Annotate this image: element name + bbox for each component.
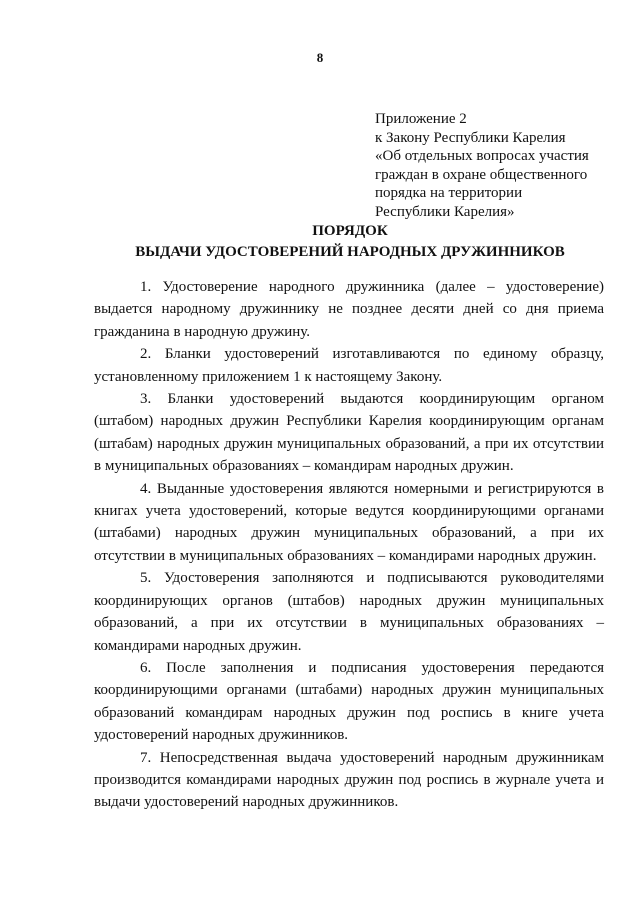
appendix-line: «Об отдельных вопросах участия (375, 148, 589, 164)
paragraph-7: 7. Непосредственная выдача удостоверений народным дружинникам производится командирами народных дружин под роспись в журнале учета и выдачи удостоверений народных дружинников. (94, 749, 604, 811)
appendix-line: порядка на территории (375, 185, 523, 201)
paragraph-2: 2. Бланки удостоверений изготавливаются по единому образцу, установленному приложением 1 к настоящему Закону. (94, 346, 604, 385)
paragraph-6: 6. После заполнения и подписания удостоверения передаются координирующими органами (штабами) народных дружин муниципальных образований командирам народных дружин под роспись в книге учета удостоверений народных дружинников. (94, 659, 604, 744)
paragraph-4: 4. Выданные удостоверения являются номерными и регистрируются в книгах учета удостоверений, которые ведутся координирующими органами (штабами) народных дружин муниципальных образований, а при их отсутствии в муниципальных образованиях – командирами народных дружин. (94, 480, 604, 564)
document-title (0, 221, 640, 263)
subtitle-line: ВЫДАЧИ УДОСТОВЕРЕНИЙ НАРОДНЫХ ДРУЖИННИКОВ (135, 244, 565, 260)
appendix-line: Республики Карелия» (375, 203, 515, 220)
appendix-line: Приложение 2 (375, 111, 467, 127)
appendix-line: к Закону Республики Карелия (375, 129, 566, 146)
page-number: 8 (316, 50, 324, 65)
paragraph-3: 3. Бланки удостоверений выдаются координирующим органом (штабом) народных дружин Республики Карелия координирующим органам (штабам) народных дружин муниципальных образований, а при их отсутствии в муниципальных образованиях – командирам народных дружин. (94, 391, 604, 475)
title-line: ПОРЯДОК (312, 223, 388, 239)
paragraph-1: 1. Удостоверение народного дружинника (далее – удостоверение) выдается народному дружиннику не позднее десяти дней со дня приема гражданина в народную дружину. (94, 279, 604, 340)
appendix-line: граждан в охране общественного (375, 166, 588, 183)
paragraph-5: 5. Удостоверения заполняются и подписываются руководителями координирующих органов (штабов) народных дружин муниципальных образований, а при их отсутствии в муниципальных образованиях – командирами народных дружин. (94, 570, 604, 654)
document-body (94, 276, 604, 814)
appendix-reference (375, 110, 625, 221)
